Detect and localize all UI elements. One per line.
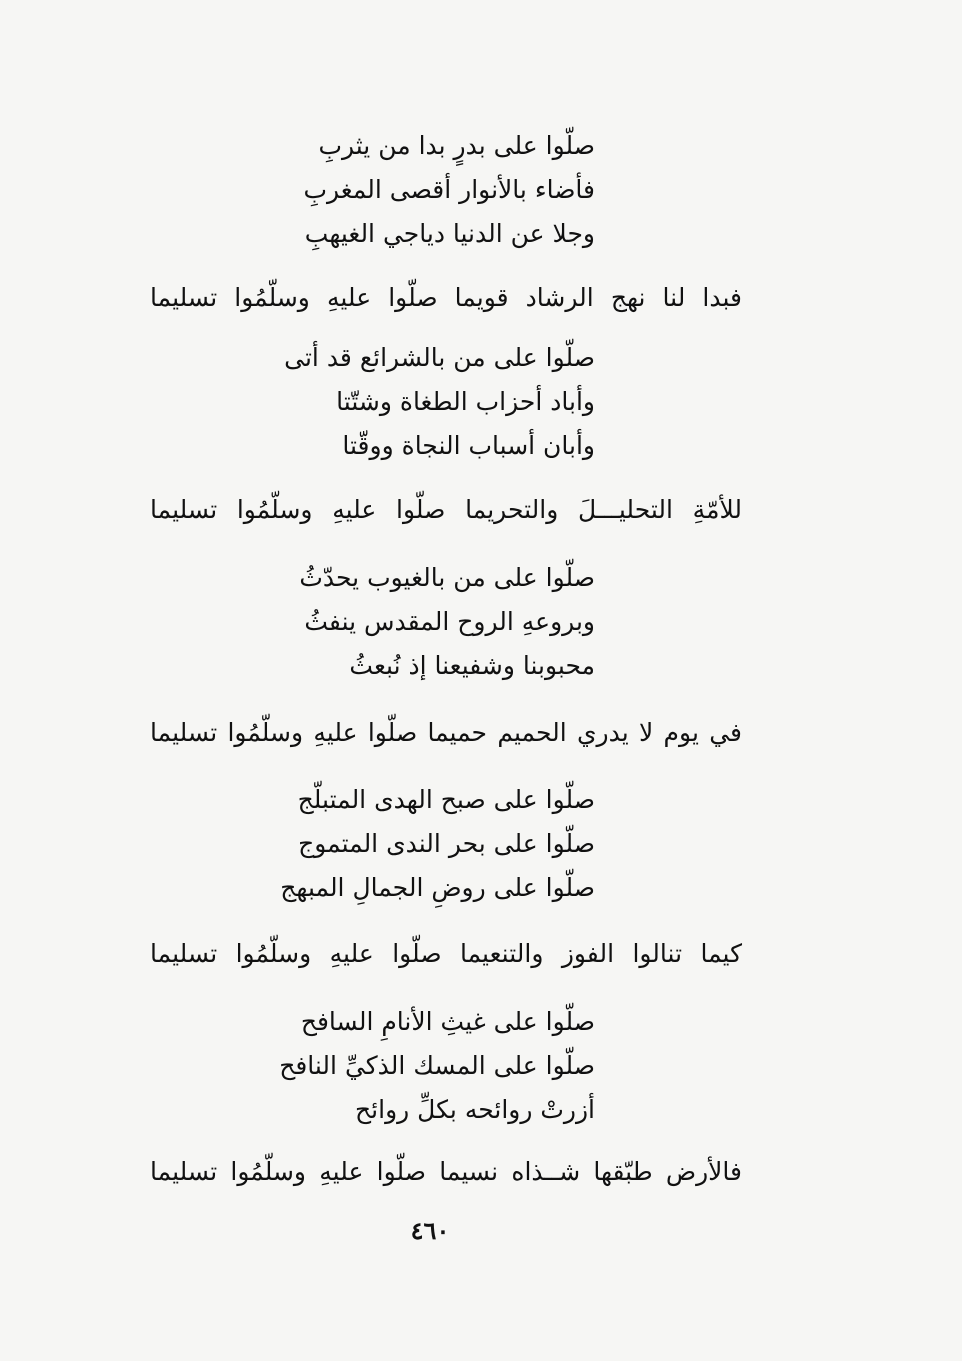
verse-line: صلّوا على بحر الندى المتموج: [298, 829, 595, 858]
verse-line: صلّوا على صبح الهدى المتبلّج: [297, 785, 595, 814]
stanza-2: [284, 336, 595, 468]
verse-line: فأضاء بالأنوار أقصى المغربِ: [303, 175, 595, 204]
stanza-5: [279, 1000, 595, 1132]
stanza-3: [300, 556, 595, 688]
verse-line: صلّوا على من بالشرائع قد أتى: [284, 343, 595, 372]
refrain-line: كيما تنالوا الفوز والتنعيما صلّوا عليهِ وسلّمُوا تسليما: [150, 939, 742, 968]
verse-line: صلّوا على غيثِ الأنامِ السافح: [300, 1007, 595, 1036]
verse-line: صلّوا على المسك الذكيِّ النافح: [279, 1051, 595, 1080]
refrain-line: فبدا لنا نهج الرشاد قويما صلّوا عليهِ وسلّمُوا تسليما: [150, 283, 742, 312]
verse-line: محبوبنا وشفيعنا إذ نُبعثُ: [349, 651, 595, 680]
verse-line: أزرتْ روائحه بكلِّ روائح: [355, 1095, 595, 1124]
verse-line: وأباد أحزاب الطغاة وشتّتا: [336, 387, 595, 416]
verse-line: وجلا عن الدنيا دياجي الغيهبِ: [304, 219, 595, 248]
verse-line: وبروعهِ الروح المقدس ينفثُ: [304, 607, 595, 636]
refrain-line: فالأرض طبّقها شــذاه نسيما صلّوا عليهِ وسلّمُوا تسليما: [150, 1157, 742, 1186]
page-number: ٤٦٠: [410, 1216, 450, 1245]
verse-line: صلّوا على من بالغيوب يحدّثُ: [299, 563, 595, 592]
stanza-1: [300, 124, 595, 256]
refrain-line: في يوم لا يدري الحميم حميما صلّوا عليهِ وسلّمُوا تسليما: [150, 718, 742, 747]
verse-line: صلّوا على بدرٍ بدا من يثربِ: [318, 131, 595, 160]
stanza-4: [280, 778, 595, 910]
refrain-line: للأمّةِ التحليـــلَ والتحريما صلّوا عليهِ وسلّمُوا تسليما: [150, 495, 742, 524]
verse-line: وأبان أسباب النجاة ووقّتا: [342, 431, 595, 460]
verse-line: صلّوا على روضِ الجمالِ المبهج: [280, 873, 595, 902]
